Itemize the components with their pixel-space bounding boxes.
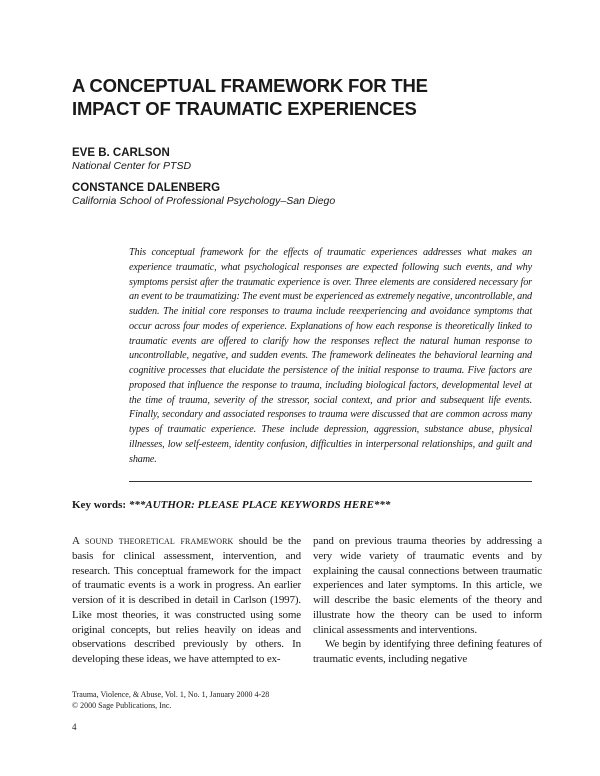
- author-affiliation: National Center for PTSD: [72, 160, 192, 172]
- author-affiliation: California School of Professional Psychology–San Diego: [72, 195, 336, 207]
- copyright-notice: © 2000 Sage Publications, Inc.: [72, 701, 172, 710]
- abstract: This conceptual framework for the effects of traumatic experiences addresses what makes an experience traumatic, what psychological responses are expected following such events, and why symptoms persist after the traumatic experience is over. Three elements are considered necessary for an event to be traumatizing: The event must be experienced as extremely negative, uncontrollable, and sudden. The initial core responses to trauma include reexperiencing and avoidance symptoms that occur across four modes of experience. Explanations of how each response is theoretically linked to traumatic events are offered to clarify how the responses reflect the natural human response to uncontrollable, negative, and sudden events. The framework delineates the behavioral learning and cognitive processes that elucidate the persistence of the initial response to trauma. Five factors are proposed that influence the response to trauma, including biological factors, developmental level at the time of trauma, severity of the stressor, social context, and prior and subsequent life events. Finally, secondary and associated responses to trauma were discussed that are common across many types of traumatic experience. These include depression, aggression, substance abuse, physical illnesses, low self-esteem, identity confusion, difficulties in interpersonal relationships, and guilt and shame.: [129, 247, 532, 465]
- body-paragraph: [72, 534, 301, 667]
- page-number: 4: [72, 722, 77, 732]
- body-paragraph: pand on previous trauma theories by addressing a very wide variety of traumatic events and by explaining the causal connections between traumatic experiences and later symptoms. In this article, we will describe the basic elements of the theory and illustrate how the theory can be used to inform clinical assessments and interventions.: [313, 535, 542, 636]
- title-line-2: IMPACT OF TRAUMATIC EXPERIENCES: [72, 98, 417, 119]
- keywords-label: Key words:: [72, 499, 127, 511]
- keywords-value: ***AUTHOR: PLEASE PLACE KEYWORDS HERE***: [128, 499, 391, 511]
- body-paragraph: We begin by identifying three defining features of traumatic events, including negative: [313, 638, 542, 665]
- journal-citation: Trauma, Violence, & Abuse, Vol. 1, No. 1, January 2000 4-28: [72, 690, 270, 699]
- body-column-left: [72, 534, 301, 667]
- lead-in-text: A sound theoretical framework: [72, 535, 234, 547]
- keywords-line: [72, 498, 390, 512]
- title-line-1: A CONCEPTUAL FRAMEWORK FOR THE: [72, 75, 428, 96]
- abstract-divider: [129, 481, 532, 482]
- author-block-2: [72, 181, 335, 208]
- author-name: EVE B. CARLSON: [72, 147, 170, 159]
- body-text: should be the basis for clinical assessment, intervention, and research. This conceptual framework for the impact of traumatic events is a work in progress. An earlier version of it is described in detail in Carlson (1997). Like most theories, it was constructed using some original concepts, but relies heavily on ideas and observations described previously by others. In developing these ideas, we have attempted to ex-: [72, 535, 301, 665]
- article-title: [72, 74, 532, 120]
- journal-footer: [72, 689, 269, 711]
- body-column-right: [313, 534, 542, 667]
- author-name: CONSTANCE DALENBERG: [72, 182, 221, 194]
- author-block-1: [72, 146, 191, 173]
